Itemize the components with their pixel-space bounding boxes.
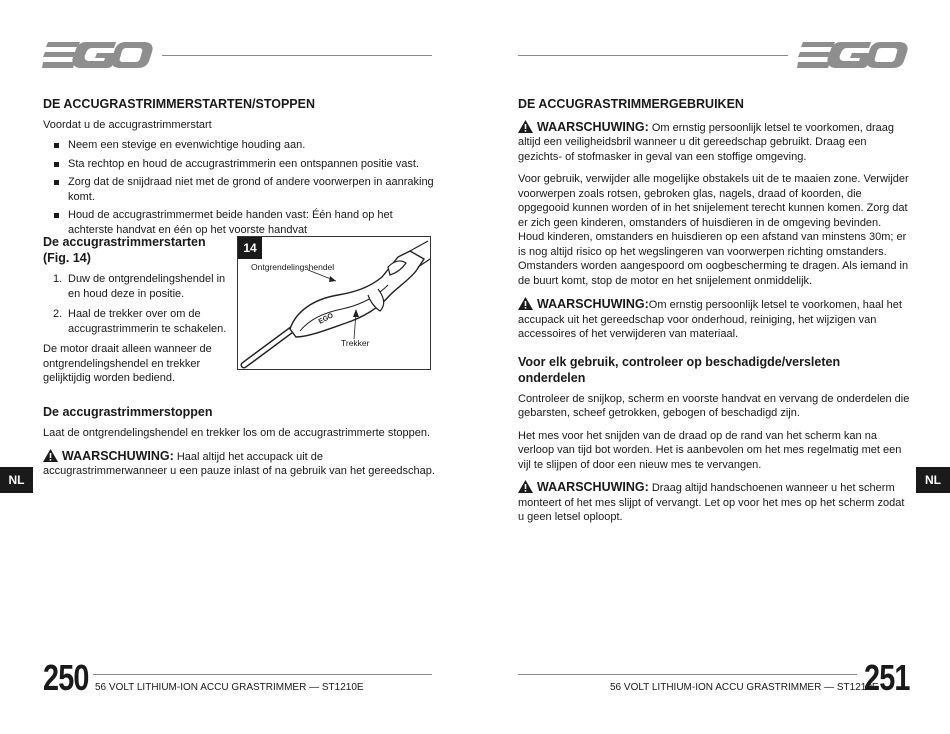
list-item: Zorg dat de snijdraad niet met de grond of andere voorwerpen in aanraking komt. (43, 175, 435, 204)
language-tab: NL (916, 467, 950, 493)
section-heading: DE ACCUGRASTRIMMERGEBRUIKEN (518, 97, 744, 111)
warning-triangle-icon (43, 449, 58, 462)
warning-text: Om ernstig persoonlijk letsel te voorkomen, haal het accupack uit het gereedschap voor onderhoud, reiniging, het wijzigen van accessoires of het verwijderen van materiaal. (518, 299, 902, 340)
footer-rule (93, 674, 432, 675)
warning-label: WAARSCHUWING: (537, 297, 649, 311)
language-tab: NL (0, 467, 33, 493)
list-item: Neem een stevige en evenwichtige houding aan. (43, 138, 435, 153)
warning-text: Om ernstig persoonlijk letsel te voorkomen, draag altijd een veiligheidsbril wanneer u dit gereedschap gebruikt. Draag een gezichts- of stofmasker in geval van een stoffige omgeving. (518, 121, 894, 163)
bullet-list (43, 138, 435, 237)
paragraph: Het mes voor het snijden van de draad op de rand van het scherm kan na verloop van tijd bot worden. Het is aanbevolen om het mes regelmatig met een vijl te slijpen of door een nieuw mes te vervangen. (518, 429, 902, 471)
warning-triangle-icon (518, 120, 533, 133)
handle-logo: EGO (317, 312, 335, 326)
figure-14 (237, 236, 431, 370)
warning-label: WAARSCHUWING: (537, 480, 649, 494)
warning-block (43, 449, 435, 479)
warning-text: Draag altijd handschoenen wanneer u het scherm monteert of het mes slijpt of vervangt. Let op voor het mes op het scherm zodat u geen letsel oploopt. (518, 482, 905, 523)
list-item: 1. Duw de ontgrendelingshendel in en houd deze in positie. (53, 273, 226, 300)
ego-logo (797, 40, 909, 70)
ego-logo (42, 40, 154, 70)
trimmer-handle-illustration (238, 237, 430, 369)
page-number: 250 (43, 657, 89, 698)
list-item: 2. Haal de trekker over om de accugrastrimmerin te schakelen. (53, 308, 227, 335)
warning-text: Haal altijd het accupack uit de accugrastrimmerwanneer u een pauze inlast of na gebruik van het gereedschap. (43, 450, 435, 477)
list-item: Houd de accugrastrimmermet beide handen vast: Één hand op het achterste handvat en één op het voorste handvat (43, 208, 435, 237)
right-column (518, 97, 910, 525)
motor-note: De motor draait alleen wanneer de ontgrendelingshendel en trekker gelijktijdig worden bediend. (43, 343, 212, 384)
warning-label: WAARSCHUWING: (62, 448, 174, 463)
stop-text: Laat de ontgrendelingshendel en trekker los om de accugrastrimmerte stoppen. (43, 427, 431, 439)
header-rule (162, 55, 432, 56)
section-heading: DE ACCUGRASTRIMMERSTARTEN/STOPPEN (43, 97, 316, 111)
warning-block (518, 297, 910, 342)
warning-triangle-icon (518, 480, 533, 493)
lever-label: Ontgrendelingshendel (251, 262, 335, 272)
warning-label: WAARSCHUWING: (537, 119, 649, 134)
steps-list (43, 272, 231, 336)
warning-triangle-icon (518, 297, 533, 310)
intro-text: Voordat u de accugrastrimmerstart (43, 118, 212, 131)
figure-number: 14 (238, 237, 262, 259)
sub-heading: Voor elk gebruik, controleer op beschadigde/versleten onderdelen (518, 354, 841, 385)
trigger-label: Trekker (341, 338, 370, 348)
left-column (43, 97, 435, 241)
stop-section (43, 404, 435, 479)
start-heading: De accugrastrimmerstarten (Fig. 14) (43, 235, 206, 265)
warning-block (518, 480, 910, 525)
footer-rule (518, 674, 857, 675)
footer-title: 56 VOLT LITHIUM-ION ACCU GRASTRIMMER — ST1210E (610, 682, 879, 693)
header-rule (518, 55, 788, 56)
warning-block (518, 120, 910, 165)
start-section (43, 234, 231, 386)
stop-heading: De accugrastrimmerstoppen (43, 405, 213, 419)
page-number: 251 (864, 657, 910, 698)
paragraph: Controleer de snijkop, scherm en voorste handvat en vervang de onderdelen die gebarsten, scheef getrokken, gebogen of beschadigd zijn. (518, 392, 910, 419)
footer-title: 56 VOLT LITHIUM-ION ACCU GRASTRIMMER — ST1210E (95, 682, 364, 693)
list-item: Sta rechtop en houd de accugrastrimmerin een ontspannen positie vast. (43, 157, 435, 172)
paragraph: Voor gebruik, verwijder alle mogelijke obstakels uit de te maaien zone. Verwijder voorwerpen zoals rotsen, gebroken glas, nagels, draad of koorden, die opgegooid kunnen worden of in het snijelement terecht kunnen komen. Zorg dat er zich geen kinderen, omstanders of huisdieren in de omgeving bevinden. Houd kinderen, omstanders en huisdieren op een afstand van minstens 30m; er is nog altijd risico op het wegslingeren van voorwerpen richting omstanders. Omstanders worden aangespoord om oogbescherming te dragen. Als iemand in de buurt komt, stop de motor en het snijelement onmiddelijk. (518, 173, 909, 287)
